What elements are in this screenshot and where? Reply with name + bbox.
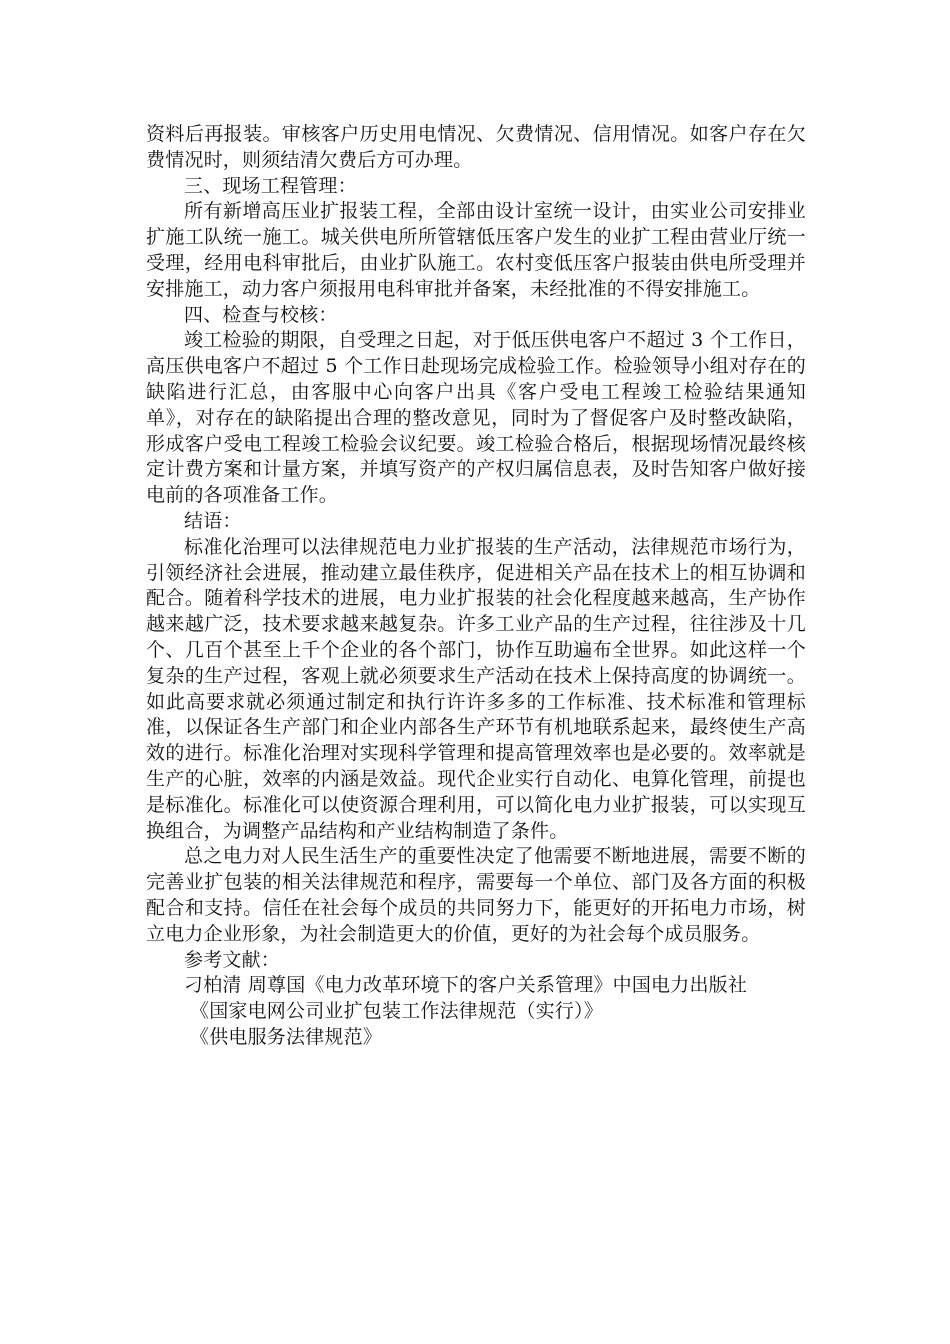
- section-4-paragraph: 竣工检验的期限，自受理之日起，对于低压供电客户不超过 3 个工作日，高压供电客户不超过 5 个工作日赴现场完成检验工作。检验领导小组对存在的缺陷进行汇总，由客服中心向客户出具《客户受电工程竣工检验结果通知单》，对存在的缺陷提出合理的整改意见，同时为了督促客户及时整改缺陷，形成客户受电工程竣工检验会议纪要。竣工检验合格后，根据现场情况最终核定计费方案和计量方案，并填写资产的产权归属信息表，及时告知客户做好接电前的各项准备工作。: [146, 329, 806, 507]
- reference-item: 《国家电网公司业扩包装工作法律规范（实行）》: [190, 1000, 603, 1023]
- intro-paragraph: 资料后再报装。审核客户历史用电情况、欠费情况、信用情况。如客户存在欠费情况时，则须结清欠费后方可办理。: [146, 123, 806, 171]
- conclusion-heading: 结语：: [184, 509, 242, 532]
- section-3-paragraph: 所有新增高压业扩报装工程，全部由设计室统一设计，由实业公司安排业扩施工队统一施工。城关供电所所管辖低压客户发生的业扩工程由营业厅统一受理，经用电科审批后，由业扩队施工。农村变低压客户报装由供电所受理并安排施工，动力客户须报用电科审批并备案，未经批准的不得安排施工。: [146, 200, 806, 300]
- reference-item: 《供电服务法律规范》: [190, 1025, 383, 1048]
- conclusion-paragraph-1: 标准化治理可以法律规范电力业扩报装的生产活动，法律规范市场行为，引领经济社会进展，推动建立最佳秩序，促进相关产品在技术上的相互协调和配合。随着科学技术的进展，电力业扩报装的社会化程度越来越高，生产协作越来越广泛，技术要求越来越复杂。许多工业产品的生产过程，往往涉及十几个、几百个甚至上千个企业的各个部门，协作互助遍布全世界。如此这样一个复杂的生产过程，客观上就必须要求生产活动在技术上保持高度的协调统一。如此高要求就必须通过制定和执行许许多多的工作标准、技术标准和管理标准，以保证各生产部门和企业内部各生产环节有机地联系起来，最终使生产高效的进行。标准化治理对实现科学管理和提高管理效率也是必要的。效率就是生产的心脏，效率的内涵是效益。现代企业实行自动化、电算化管理，前提也是标准化。标准化可以使资源合理利用，可以简化电力业扩报装，可以实现互换组合，为调整产品结构和产业结构制造了条件。: [146, 535, 806, 842]
- conclusion-paragraph-2: 总之电力对人民生活生产的重要性决定了他需要不断地进展，需要不断的完善业扩包装的相关法律规范和程序，需要每一个单位、部门及各方面的积极配合和支持。信任在社会每个成员的共同努力下，能更好的开拓电力市场，树立电力企业形象，为社会制造更大的价值，更好的为社会每个成员服务。: [146, 845, 806, 945]
- section-4-heading: 四、检查与校核：: [184, 303, 338, 326]
- references-heading: 参考文献：: [184, 948, 281, 971]
- reference-item: 刁柏清 周尊国《电力改革环境下的客户关系管理》中国电力出版社: [184, 974, 748, 997]
- section-3-heading: 三、现场工程管理：: [184, 174, 357, 197]
- document-page: [146, 122, 806, 1051]
